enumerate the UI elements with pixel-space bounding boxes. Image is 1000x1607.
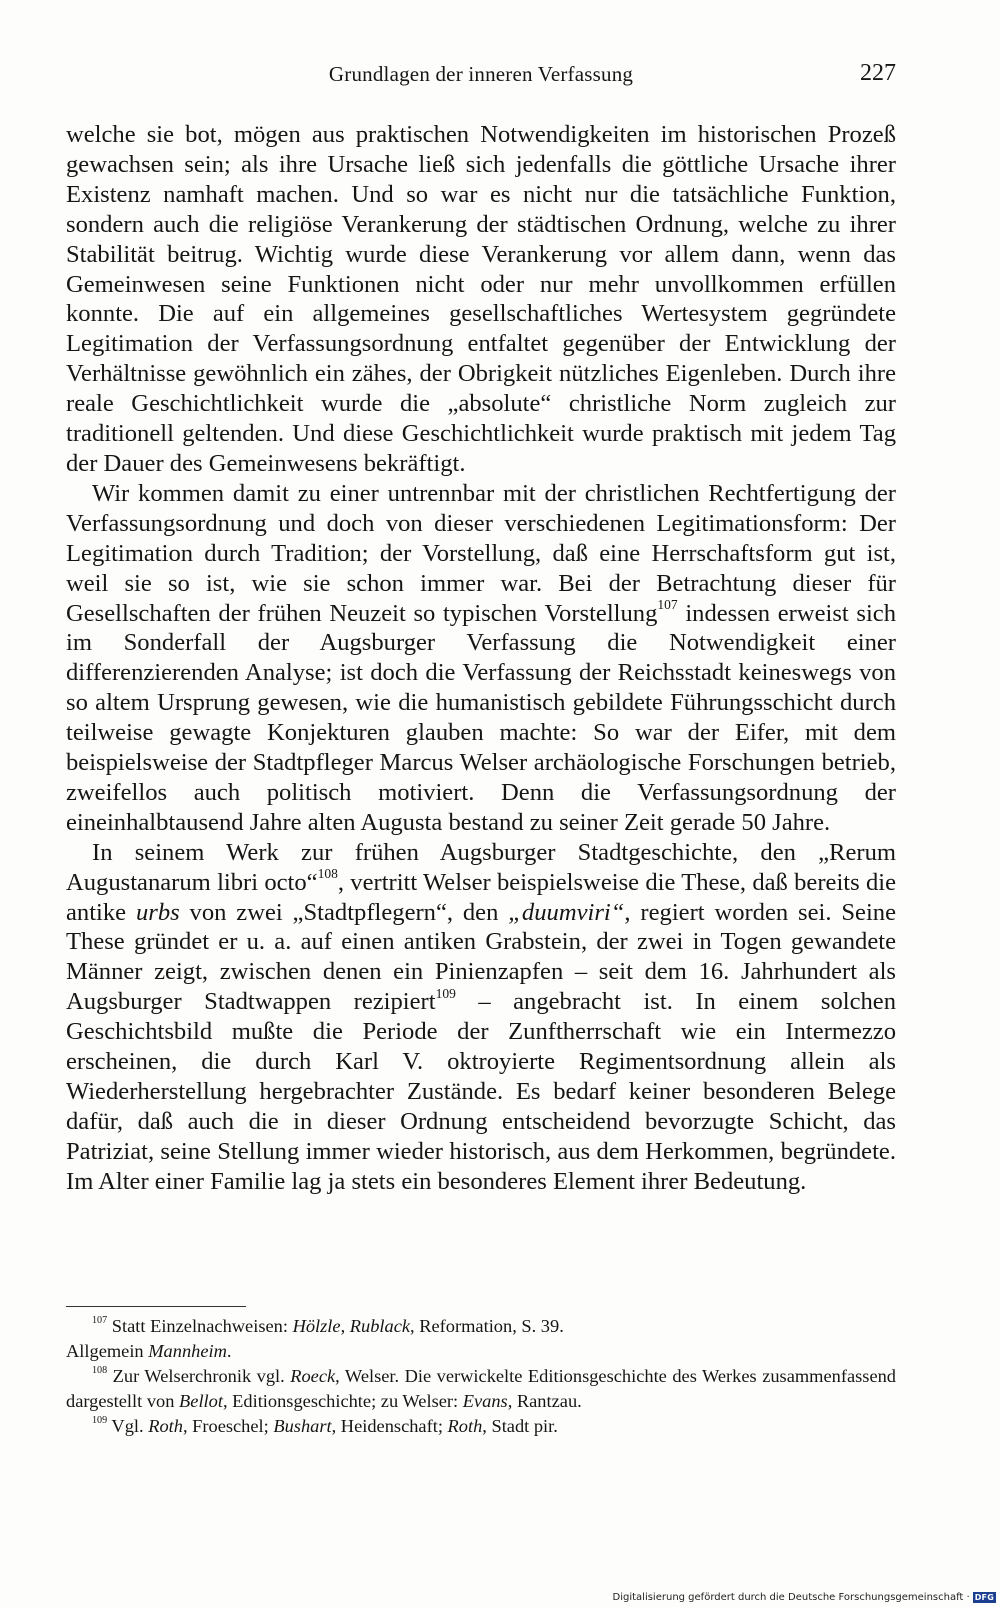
paragraph-3-text-c: von zwei „Stadtpflegern“, den bbox=[179, 898, 509, 926]
author-name: Roth bbox=[447, 1416, 483, 1436]
footnote-109 bbox=[66, 1414, 896, 1439]
paragraph-3-text-e: – angebracht ist. In einem solchen Geschichtsbild mußte die Periode der Zunftherrschaft wie ein Intermezzo erscheinen, die durch Karl V. oktroyierte Regimentsordnung allein als Wiederherstellung hergebrachter Zustände. Es bedarf keiner besonderen Belege dafür, daß auch die in dieser Ordnung entscheidend bevorzugte Schicht, das Patriziat, seine Stellung immer wieder historisch, aus dem Herkommen, begründete. Im Alter einer Familie lag ja stets ein besonderes Element ihrer Bedeutung. bbox=[66, 988, 896, 1195]
running-title: Grundlagen der inneren Verfassung bbox=[328, 62, 634, 86]
paragraph-3-text-d: , regiert worden sei. Seine These gründet er u. a. auf einen antiken Grabstein, der zwei in Togen gewandete Männer zeigt, zwischen denen ein Pinienzapfen – seit dem 16. Jahrhundert als Augsburger Stadtwappen rezipiert bbox=[66, 898, 896, 1016]
footnote-text: , Rantzau. bbox=[507, 1391, 582, 1411]
author-name: Evans bbox=[462, 1391, 508, 1411]
footnote-text: , bbox=[340, 1316, 350, 1336]
footnote-text: , Froeschel; bbox=[182, 1416, 274, 1436]
italic-duumviri: „duumviri“ bbox=[508, 898, 625, 926]
author-name: Bushart bbox=[273, 1416, 332, 1436]
credit-text: Digitalisierung gefördert durch die Deutsche Forschungsgemeinschaft · bbox=[612, 1592, 970, 1603]
author-name: Hölzle bbox=[292, 1316, 341, 1336]
paragraph-3-text-a: In seinem Werk zur frühen Augsburger Stadtgeschichte, den „Rerum Augustanarum libri octo“ bbox=[66, 838, 896, 896]
page-header bbox=[66, 62, 896, 92]
author-name: Bellot bbox=[179, 1391, 223, 1411]
footnote-text: . bbox=[226, 1341, 232, 1361]
footnote-number: 109 bbox=[92, 1415, 108, 1427]
footnote-text: Zur Welserchronik vgl. bbox=[107, 1366, 291, 1386]
paragraph-3-text-b: , vertritt Welser beispielsweise die These, daß bereits die antike bbox=[66, 868, 896, 926]
footnote-text: , Stadt pir. bbox=[482, 1416, 558, 1436]
footnote-107 bbox=[66, 1314, 896, 1339]
footnote-separator bbox=[66, 1306, 246, 1307]
paragraph-2-text-b: indessen erweist sich im Sonderfall der Augsburger Verfassung die Notwendigkeit einer differenzierenden Analyse; ist doch die Verfassung der Reichsstadt keineswegs von so altem Ursprung gewesen, wie die humanistisch gebildete Führungsschicht durch teilweise gewagte Konjekturen glauben machte: So war der Eifer, mit dem beispielsweise der Stadtpfleger Marcus Welser archäologische Forschungen betrieb, zweifellos auch politisch motiviert. Denn die Verfassungsordnung der eineinhalbtausend Jahre alten Augusta bestand zu seiner Zeit gerade 50 Jahre. bbox=[66, 599, 896, 836]
paragraph-3 bbox=[66, 838, 896, 1197]
italic-urbs: urbs bbox=[135, 898, 180, 926]
footnote-text: , Welser. Die verwickelte Editionsgeschichte des Werkes zusammenfassend dargestellt von bbox=[66, 1366, 896, 1411]
footnote-ref-108: 108 bbox=[317, 866, 338, 882]
digitization-credit bbox=[613, 1592, 996, 1603]
footnote-text: Allgemein bbox=[66, 1341, 149, 1361]
page-number: 227 bbox=[860, 60, 896, 86]
author-name: Roeck bbox=[290, 1366, 336, 1386]
dfg-logo-icon: DFG bbox=[974, 1593, 994, 1602]
footnote-108 bbox=[66, 1364, 896, 1414]
footnote-text: Vgl. bbox=[107, 1416, 149, 1436]
paragraph-2-text-a: Wir kommen damit zu einer untrennbar mit der christlichen Rechtfertigung der Verfassungsordnung und doch von dieser verschiedenen Legitimationsform: Der Legitimation durch Tradition; der Vorstellung, daß eine Herrschaftsform gut ist, weil sie so ist, wie sie schon immer war. Bei der Betrachtung dieser für Gesellschaften der frühen Neuzeit so typischen Vorstellung bbox=[66, 479, 896, 627]
footnote-ref-107: 107 bbox=[657, 597, 678, 613]
footnote-text: Statt Einzelnachweisen: bbox=[107, 1316, 293, 1336]
author-name: Mannheim bbox=[148, 1341, 227, 1361]
footnote-ref-109: 109 bbox=[435, 986, 456, 1002]
footnote-text: , Reformation, S. 39. bbox=[410, 1316, 564, 1336]
footnote-text: , Heidenschaft; bbox=[331, 1416, 448, 1436]
footnote-number: 108 bbox=[92, 1365, 108, 1377]
footnote-text: , Editionsgeschichte; zu Welser: bbox=[222, 1391, 463, 1411]
main-text bbox=[66, 120, 896, 1197]
paragraph-2 bbox=[66, 479, 896, 838]
paragraph-1: welche sie bot, mögen aus praktischen Notwendigkeiten im historischen Prozeß gewachsen sein; als ihre Ursache ließ sich jedenfalls die göttliche Ursache ihrer Existenz namhaft machen. Und so war es nicht nur die tatsächliche Funktion, sondern auch die religiöse Verankerung der städtischen Ordnung, welche zu ihrer Stabilität beitrug. Wichtig wurde diese Verankerung vor allem dann, wenn das Gemeinwesen seine Funktionen nicht oder nur mehr unvollkommen erfüllen konnte. Die auf ein allgemeines gesellschaftliches Wertesystem gegründete Legitimation der Verfassungsordnung entfaltet gegenüber der Entwicklung der Verhältnisse gewöhnlich ein zähes, der Obrigkeit nützliches Eigenleben. Durch ihre reale Geschichtlichkeit wurde die „absolute“ christliche Norm zugleich zur traditionell geltenden. Und diese Geschichtlichkeit wurde praktisch mit jedem Tag der Dauer des Gemeinwesens bekräftigt. bbox=[66, 121, 896, 477]
footnote-107-continued bbox=[66, 1339, 896, 1364]
footnotes bbox=[66, 1314, 896, 1439]
author-name: Rublack bbox=[349, 1316, 411, 1336]
footnote-number: 107 bbox=[92, 1315, 108, 1327]
author-name: Roth bbox=[148, 1416, 183, 1436]
